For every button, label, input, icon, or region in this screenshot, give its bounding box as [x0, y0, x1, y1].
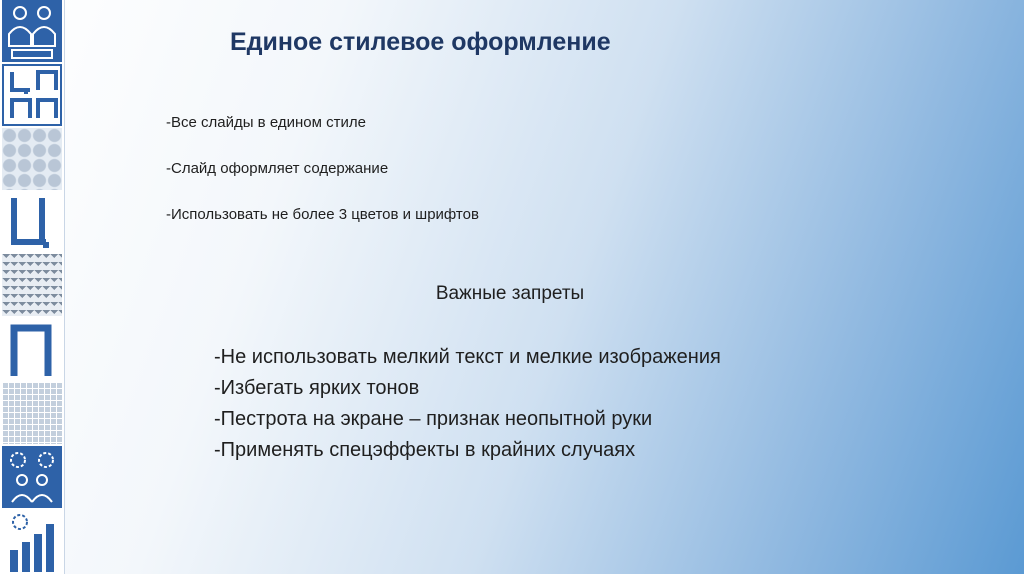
bans-heading: Важные запреты [435, 283, 585, 304]
cpp-logo [2, 64, 62, 126]
gears-people-icon [2, 446, 62, 508]
people-icon [2, 0, 62, 62]
rules-list [166, 113, 666, 251]
rule-item: -Использовать не более 3 цветов и шрифтов [166, 206, 479, 223]
bans-list [214, 342, 874, 466]
grid-pattern [2, 382, 62, 444]
ban-item: -Не использовать мелкий текст и мелкие изображения [214, 346, 721, 368]
ban-item: -Избегать ярких тонов [214, 377, 420, 399]
chart-bars-icon [2, 510, 62, 574]
decorative-strip [0, 0, 65, 574]
letter-p-icon [2, 318, 62, 380]
letter-c-icon [2, 192, 62, 252]
ban-item: -Пестрота на экране – признак неопытной руки [214, 408, 653, 430]
rule-item: -Все слайды в едином стиле [166, 114, 366, 131]
triangle-pattern [2, 254, 62, 316]
rule-item: -Слайд оформляет содержание [166, 160, 389, 177]
slide-title: Единое стилевое оформление [230, 28, 611, 56]
circles-pattern [2, 128, 62, 190]
ban-item: -Применять спецэффекты в крайних случаях [214, 439, 636, 461]
